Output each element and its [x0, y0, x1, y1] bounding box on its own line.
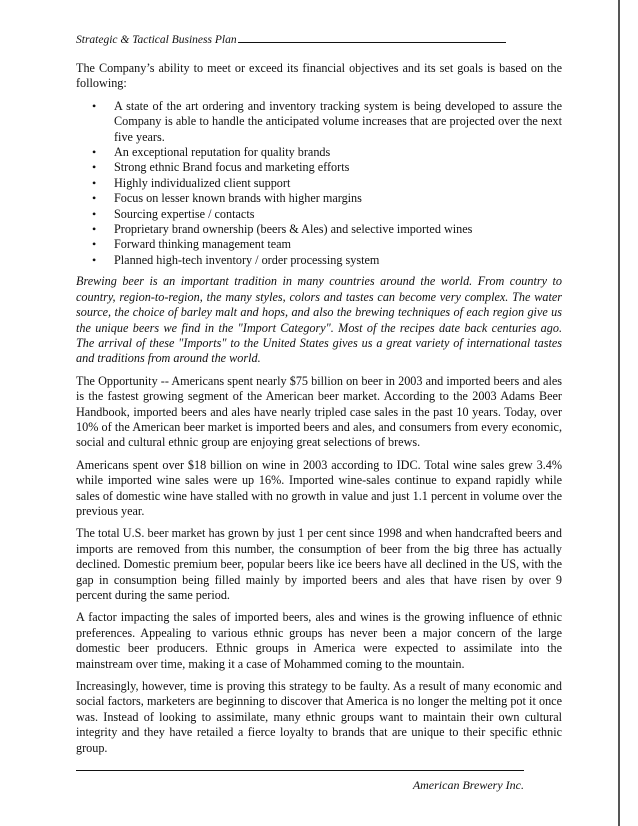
document-body [76, 61, 562, 763]
beer-market-paragraph: The total U.S. beer market has grown by just 1 per cent since 1998 and when handcrafted beers and imports are removed from this number, the consumption of beer from the big three has actually declined. Domestic premium beer, popular beers like ice beers have all declined in the US, with the gap in consumption being filled mainly by imported beers and ales that have risen by over 9 percent during the same period. [76, 526, 562, 602]
list-item: • A state of the art ordering and inventory tracking system is being developed to assure the Company is able to handle the anticipated volume increases that are projected over the next five years. [114, 99, 562, 145]
list-item: • Focus on lesser known brands with higher margins [114, 191, 562, 206]
ethnic-preferences-paragraph: A factor impacting the sales of imported beers, ales and wines is the growing influence of ethnic preferences. Appealing to various ethnic groups has never been a major concern of the large domestic beer producers. Ethnic groups in America were expected to assimilate into the mainstream over time, making it a case of Mohammed coming to the mountain. [76, 610, 562, 671]
list-item: • Forward thinking management team [114, 237, 562, 252]
list-item: • Sourcing expertise / contacts [114, 207, 562, 222]
assimilation-paragraph: Increasingly, however, time is proving this strategy to be faulty. As a result of many economic and social factors, marketers are beginning to discover that America is no longer the melting pot it once was. Instead of looking to assimilate, many ethnic groups want to maintain their own cultural integrity and they have retailed a fierce loyalty to brands that are unique to their specific ethnic group. [76, 679, 562, 755]
page-edge-line [618, 0, 620, 826]
strengths-list [76, 99, 562, 268]
list-item: • Strong ethnic Brand focus and marketing efforts [114, 160, 562, 175]
footer-rule [76, 770, 524, 771]
opportunity-paragraph: The Opportunity -- Americans spent nearly $75 billion on beer in 2003 and imported beers and ales is the fastest growing segment of the American beer market. According to the 2003 Adams Beer Handbook, imported beers and ales have nearly tripled case sales in the past 10 years. Today, over 10% of the American beer market is imported beers and ales, and consumers from every economic, social and cultural ethnic group are enjoying great selections of brews. [76, 373, 562, 450]
list-item: • Planned high-tech inventory / order processing system [114, 253, 562, 268]
brewing-tradition-paragraph: Brewing beer is an important tradition in many countries around the world. From country to country, region-to-region, the many styles, colors and tastes can become very complex. The water source, the choice of barley malt and hops, and also the brewing techniques of each region give us the unique beers we find in the "Import Category". Most of the recipes date back centuries ago. The arrival of these "Imports" to the United States gives us a great variety of international tastes and traditions from around the world. [76, 274, 562, 366]
intro-paragraph: The Company’s ability to meet or exceed its financial objectives and its set goals is based on the following: [76, 61, 562, 91]
list-item: • Proprietary brand ownership (beers & Ales) and selective imported wines [114, 222, 562, 237]
wine-market-paragraph: Americans spent over $18 billion on wine in 2003 according to IDC. Total wine sales grew 3.4% while imported wine sales were up 16%. Imported wine-sales continue to expand rapidly while sales of domestic wine have stalled with no growth in value and just 1.1 percent in volume over the previous year. [76, 457, 562, 518]
header-rule [238, 32, 506, 43]
list-item: • Highly individualized client support [114, 176, 562, 191]
list-item: • An exceptional reputation for quality brands [114, 145, 562, 160]
page-header [76, 32, 524, 47]
footer-company: American Brewery Inc. [412, 778, 524, 792]
header-title: Strategic & Tactical Business Plan [76, 34, 237, 46]
